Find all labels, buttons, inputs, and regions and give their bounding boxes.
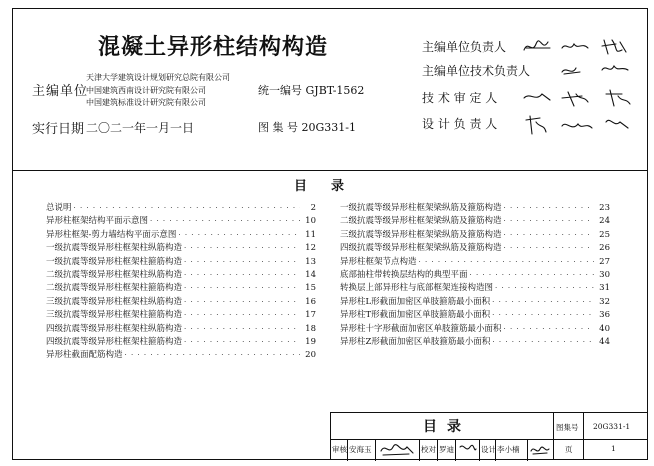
toc-leader-dots — [184, 296, 300, 309]
toc-leader-dots — [504, 215, 594, 228]
toc-entry-page: 25 — [599, 229, 610, 240]
title-block-vline — [527, 439, 528, 461]
toc-entry-label: 底部抽柱带转换层结构的典型平面 — [340, 269, 468, 280]
toc-entry[interactable] — [46, 349, 316, 362]
toc-entry-label: 四级抗震等级异形柱框架梁纵筋及箍筋构造 — [340, 243, 502, 254]
title-block-title: 目录 — [423, 419, 471, 435]
toc-entry-label: 一级抗震等级异形柱框架梁纵筋及箍筋构造 — [340, 203, 502, 213]
responsible-row-3: 技 术 审 定 人 — [422, 91, 498, 105]
proof-signature — [458, 441, 478, 459]
toc-entry-label: 四级抗震等级异形柱框架柱纵筋构造 — [46, 323, 183, 334]
toc-entry[interactable] — [340, 309, 610, 322]
page-title: 混凝土异形柱结构构造 — [98, 34, 329, 60]
toc-entry-label: 异形柱框架结构平面示意图 — [46, 216, 149, 227]
toc-leader-dots — [150, 215, 300, 228]
toc-leader-dots — [184, 256, 300, 269]
toc-entry[interactable] — [340, 256, 610, 269]
toc-leader-dots — [184, 323, 300, 336]
toc-entry[interactable] — [46, 256, 316, 269]
toc-entry-label: 三级抗震等级异形柱框架柱箍筋构造 — [46, 310, 183, 321]
toc-entry[interactable] — [46, 309, 316, 322]
toc-entry-page: 12 — [305, 243, 316, 254]
toc-entry-page: 27 — [599, 256, 610, 267]
toc-right-column — [340, 202, 610, 349]
toc-entry[interactable] — [340, 282, 610, 295]
toc-entry[interactable] — [340, 336, 610, 349]
toc-leader-dots — [184, 269, 300, 282]
editor-unit-2: 中国建筑西南设计研究院有限公司 — [86, 85, 206, 95]
review-label: 审核 — [332, 445, 347, 454]
toc-leader-dots — [492, 336, 594, 349]
toc-entry-label: 异形柱截面配筋构造 — [46, 350, 123, 361]
atlas-number: 图 集 号 20G331-1 — [258, 121, 356, 134]
toc-leader-dots — [419, 256, 594, 269]
toc-leader-dots — [184, 242, 300, 255]
editor-unit-label: 主编单位 — [32, 84, 89, 99]
toc-entry-label: 异形柱框架节点构造 — [340, 256, 417, 267]
toc-leader-dots — [504, 229, 594, 242]
toc-entry-page: 16 — [305, 296, 316, 307]
toc-leader-dots — [504, 242, 594, 255]
toc-entry-label: 二级抗震等级异形柱框架柱纵筋构造 — [46, 269, 183, 280]
toc-entry[interactable] — [46, 269, 316, 282]
responsible-row-1: 主编单位负责人 — [422, 40, 507, 54]
toc-entry-page: 31 — [599, 283, 610, 294]
toc-entry[interactable] — [340, 242, 610, 255]
toc-entry-page: 10 — [305, 216, 316, 227]
toc-entry[interactable] — [46, 336, 316, 349]
design-signature — [529, 441, 551, 459]
atlas-label: 图集号 — [556, 423, 579, 432]
toc-left-column — [46, 202, 316, 363]
toc-entry[interactable] — [340, 202, 610, 215]
responsible-row-4: 设 计 负 责 人 — [422, 117, 498, 131]
toc-entry-page: 44 — [599, 336, 610, 347]
toc-entry-label: 总说明 — [46, 203, 72, 213]
date-value: 二〇二一年一月一日 — [86, 121, 195, 135]
review-name: 安海玉 — [349, 445, 372, 454]
toc-leader-dots — [74, 202, 300, 215]
toc-entry-page: 24 — [599, 216, 610, 227]
handwritten-signatures — [522, 36, 642, 146]
toc-entry[interactable] — [340, 215, 610, 228]
toc-heading: 目录 — [294, 179, 369, 194]
date-label: 实行日期 — [32, 122, 85, 137]
toc-entry-page: 20 — [305, 350, 316, 361]
toc-entry-page: 26 — [599, 243, 610, 254]
toc-leader-dots — [495, 282, 594, 295]
toc-entry-label: 三级抗震等级异形柱框架梁纵筋及箍筋构造 — [340, 229, 502, 240]
toc-leader-dots — [184, 282, 300, 295]
toc-entry-label: 异形柱T形截面加密区单肢箍筋最小面积 — [340, 310, 491, 321]
toc-entry[interactable] — [340, 229, 610, 242]
unified-number: 统一编号 GJBT-1562 — [258, 84, 365, 97]
page-value: 1 — [611, 444, 616, 453]
toc-entry-label: 一级抗震等级异形柱框架柱箍筋构造 — [46, 256, 183, 267]
editor-unit-3: 中国建筑标准设计研究院有限公司 — [86, 98, 206, 107]
title-block-vline — [553, 413, 554, 460]
toc-entry-label: 异形柱十字形截面加密区单肢箍筋最小面积 — [340, 323, 502, 334]
toc-entry-page: 40 — [599, 323, 610, 334]
proof-label: 校对 — [421, 445, 436, 454]
toc-entry[interactable] — [46, 215, 316, 228]
title-block-vline — [375, 439, 376, 461]
proof-name: 罗迪 — [439, 445, 454, 454]
toc-entry-page: 15 — [305, 283, 316, 294]
toc-entry-label: 二级抗震等级异形柱框架柱箍筋构造 — [46, 283, 183, 294]
toc-entry[interactable] — [340, 323, 610, 336]
toc-leader-dots — [492, 309, 594, 322]
toc-entry-page: 14 — [305, 269, 316, 280]
editor-unit-1: 天津大学建筑设计规划研究总院有限公司 — [86, 73, 230, 82]
toc-entry-page: 36 — [599, 310, 610, 321]
design-label: 设计 — [481, 445, 496, 454]
design-name: 李小楠 — [497, 445, 520, 454]
page-label: 页 — [565, 445, 573, 454]
title-block-vline — [479, 439, 480, 461]
toc-entry-label: 三级抗震等级异形柱框架柱纵筋构造 — [46, 296, 183, 307]
toc-leader-dots — [125, 349, 300, 362]
title-block-vline — [455, 439, 456, 461]
editor-units-list — [86, 72, 230, 110]
title-block-divider — [331, 439, 648, 440]
toc-entry-label: 异形柱L形截面加密区单肢箍筋最小面积 — [340, 296, 491, 307]
responsible-row-2: 主编单位技术负责人 — [422, 64, 531, 78]
toc-entry-page: 18 — [305, 323, 316, 334]
toc-entry-page: 30 — [599, 269, 610, 280]
toc-entry[interactable] — [46, 296, 316, 309]
toc-leader-dots — [184, 336, 300, 349]
toc-entry-label: 四级抗震等级异形柱框架柱箍筋构造 — [46, 336, 183, 347]
toc-entry-page: 11 — [305, 229, 316, 240]
toc-entry-page: 32 — [599, 296, 610, 307]
toc-entry[interactable] — [46, 282, 316, 295]
toc-entry-label: 二级抗震等级异形柱框架梁纵筋及箍筋构造 — [340, 216, 502, 227]
toc-entry[interactable] — [46, 229, 316, 242]
toc-entry-page: 23 — [599, 203, 610, 213]
atlas-value: 20G331-1 — [593, 422, 631, 431]
toc-entry-label: 转换层上部异形柱与底部框架连接构造图 — [340, 283, 494, 294]
toc-entry-label: 异形柱Z形截面加密区单肢箍筋最小面积 — [340, 336, 491, 347]
toc-leader-dots — [470, 269, 594, 282]
title-block-vline — [583, 413, 584, 460]
toc-entry[interactable] — [340, 296, 610, 309]
toc-entry-page: 19 — [305, 336, 316, 347]
title-block-vline — [437, 439, 438, 461]
title-block — [330, 412, 648, 460]
title-block-vline — [419, 439, 420, 461]
toc-entry[interactable] — [46, 323, 316, 336]
review-signature — [379, 441, 417, 459]
toc-leader-dots — [504, 202, 594, 215]
toc-leader-dots — [178, 229, 300, 242]
toc-entry[interactable] — [46, 202, 316, 215]
title-block-vline — [347, 439, 348, 461]
toc-leader-dots — [492, 296, 594, 309]
toc-entry-page: 2 — [310, 203, 316, 213]
toc-entry-page: 13 — [305, 256, 316, 267]
toc-entry[interactable] — [340, 269, 610, 282]
toc-leader-dots — [184, 309, 300, 322]
header-divider — [12, 170, 648, 171]
toc-entry-page: 17 — [305, 310, 316, 321]
toc-entry[interactable] — [46, 242, 316, 255]
toc-entry-label: 一级抗震等级异形柱框架柱纵筋构造 — [46, 243, 183, 254]
toc-leader-dots — [504, 323, 594, 336]
toc-entry-label: 异形柱框架-剪力墙结构平面示意图 — [46, 229, 177, 240]
